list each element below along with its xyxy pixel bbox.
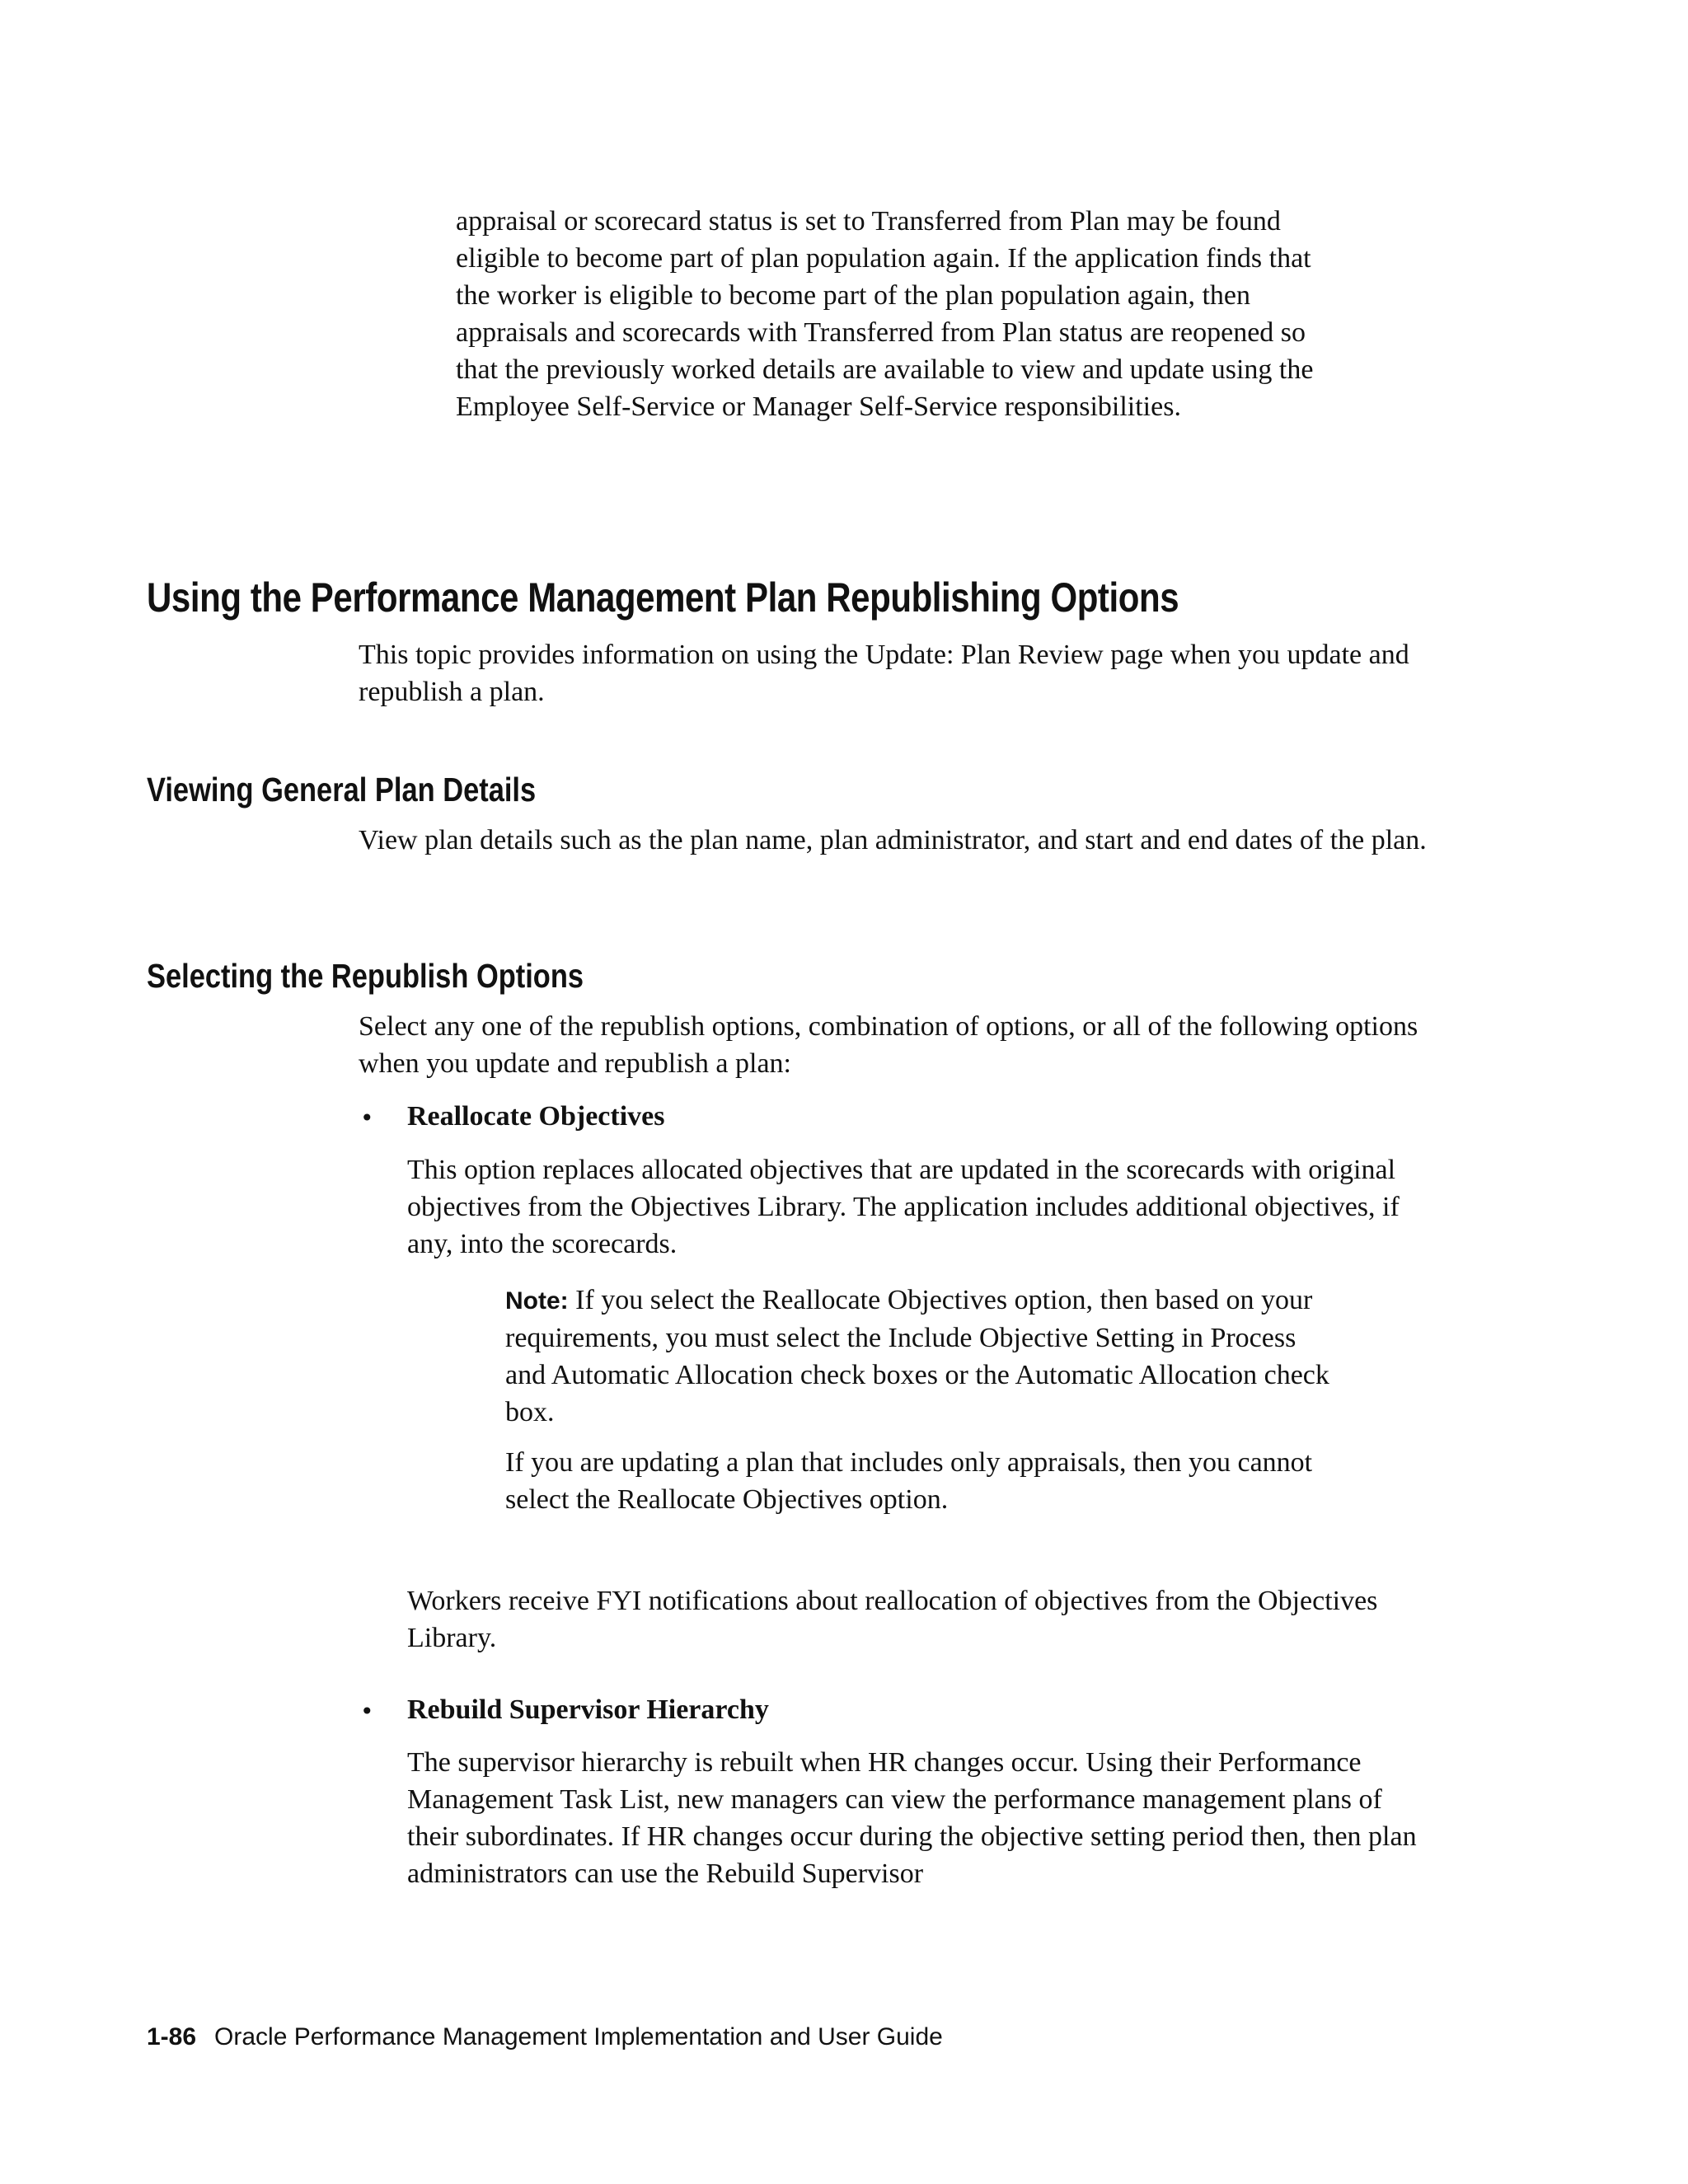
section-intro: This topic provides information on using the Update: Plan Review page when you update and republish a plan. xyxy=(359,640,1409,707)
bullet-marker: • xyxy=(360,1698,374,1725)
intro-paragraph: appraisal or scorecard status is set to Transferred from Plan may be found eligible to become part of plan population again. If the application finds that the worker is eligible to become part of the plan population again, then appraisals and scorecards with Transferred from Plan status are reopened so that the previously worked details are available to view and update using the Employee Self-Service or Manager Self-Service responsibilities. xyxy=(456,206,1314,422)
bullet-marker: • xyxy=(360,1104,374,1132)
bullet-after-text-reallocate: Workers receive FYI notifications about reallocation of objectives from the Objectives Library. xyxy=(407,1586,1378,1653)
note-text-2: If you are updating a plan that includes only appraisals, then you cannot select the Reallocate Objectives option. xyxy=(505,1447,1313,1515)
section-heading: Using the Performance Management Plan Republishing Options xyxy=(147,574,1179,621)
note-label: Note: xyxy=(505,1287,569,1315)
viewing-heading: Viewing General Plan Details xyxy=(147,771,537,808)
selecting-text: Select any one of the republish options, combination of options, or all of the following options when you update and republish a plan: xyxy=(359,1011,1418,1079)
note-block xyxy=(505,1282,1329,1431)
bullet-text-rebuild: The supervisor hierarchy is rebuilt when HR changes occur. Using their Performance Management Task List, new managers can view the performance management plans of their subordinates. If HR changes occur during the objective setting period then, then plan administrators can use the Rebuild Supervisor xyxy=(407,1747,1417,1889)
selecting-heading: Selecting the Republish Options xyxy=(147,957,584,995)
page-footer xyxy=(147,2022,943,2052)
book-title: Oracle Performance Management Implementation and User Guide xyxy=(214,2023,943,2050)
bullet-title-reallocate: Reallocate Objectives xyxy=(407,1101,665,1132)
note-paragraph xyxy=(505,1282,1329,1431)
viewing-text: View plan details such as the plan name, plan administrator, and start and end dates of the plan. xyxy=(359,825,1427,855)
note-text: If you select the Reallocate Objectives option, then based on your requirements, you must select the Include Objective Setting in Process and Automatic Allocation check boxes or the Automatic Allocation check box. xyxy=(505,1285,1329,1427)
bullet-text-reallocate: This option replaces allocated objectives that are updated in the scorecards with original objectives from the Objectives Library. The application includes additional objectives, if any, into the scorecards. xyxy=(407,1155,1400,1259)
page-number: 1-86 xyxy=(147,2023,197,2050)
bullet-title-rebuild: Rebuild Supervisor Hierarchy xyxy=(407,1694,769,1725)
